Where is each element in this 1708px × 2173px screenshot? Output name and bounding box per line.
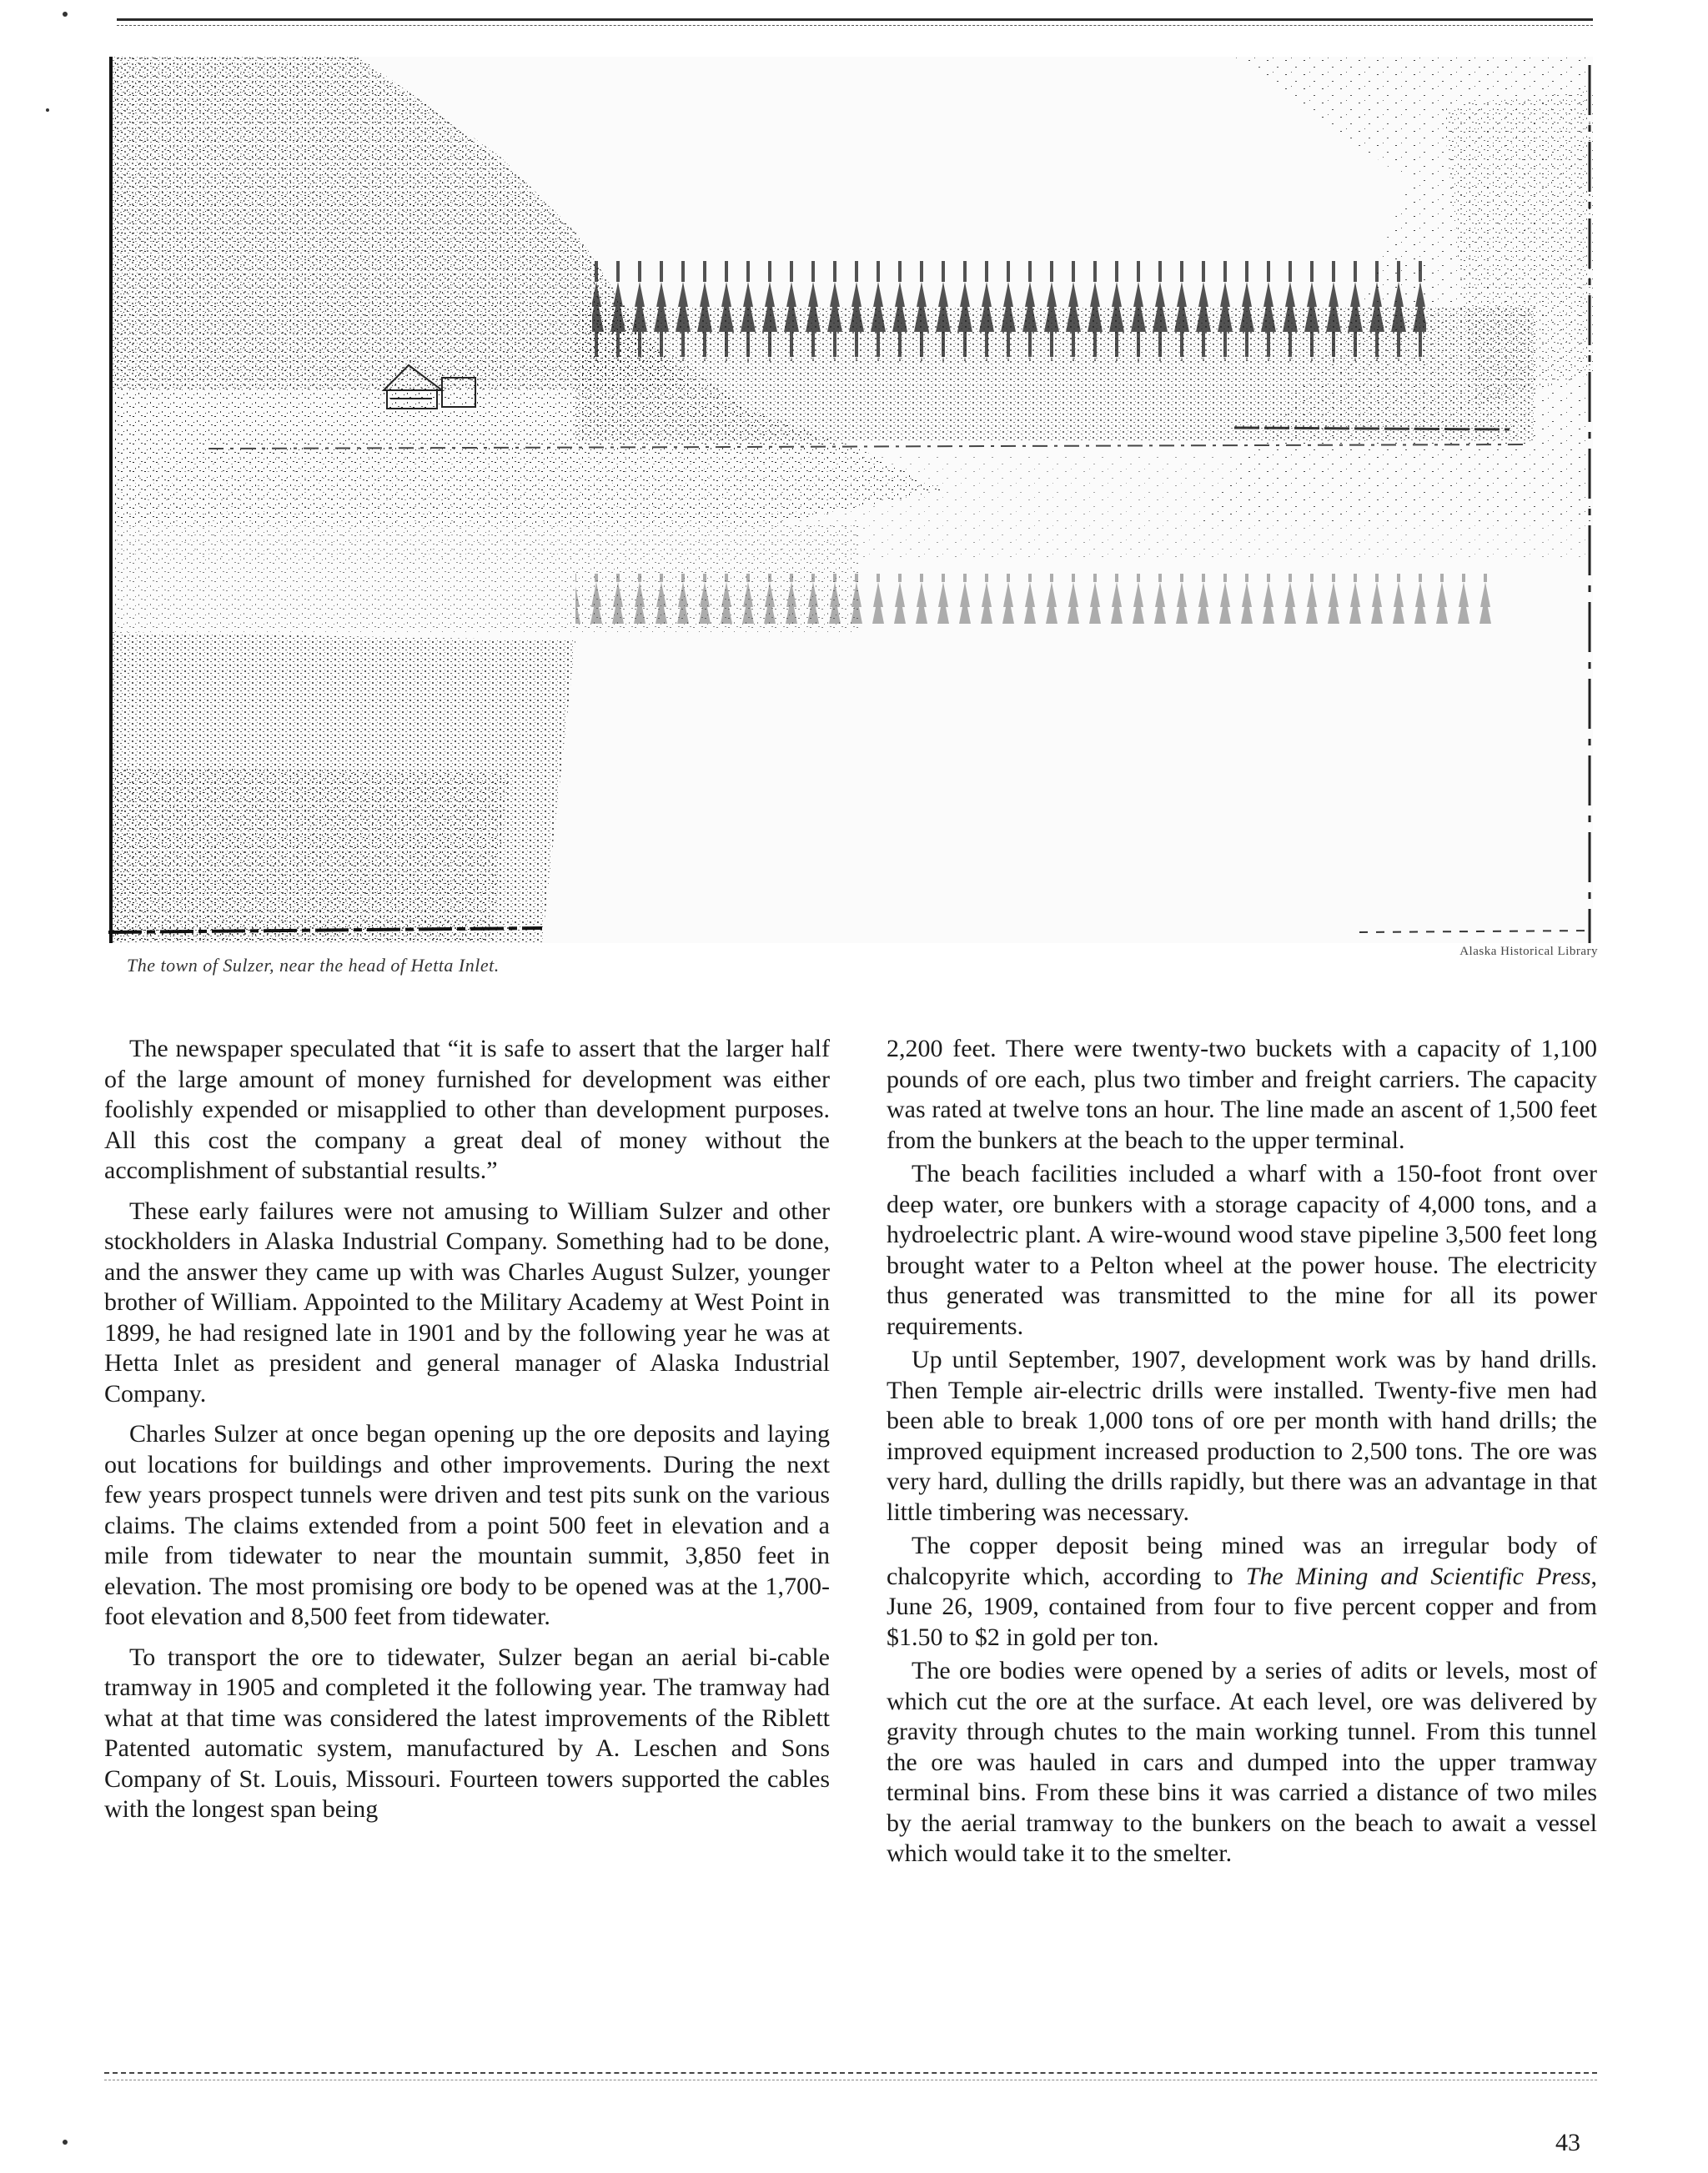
paragraph: The newspaper speculated that “it is safe to assert that the larger half of the large amount of money furnished for development was either foolishly expended or misapplied to other than development purposes. All this cost the company a great deal of money without the accomplishment of substantial results.” (104, 1035, 830, 1184)
paragraph: These early failures were not amusing to William Sulzer and other stockholders in Alaska Industrial Company. Something had to be done, and the answer they came up with was Charles August Sulzer, younger brother of William. Appointed to the Military Academy at West Point in 1899, he had resigned late in 1901 and by the following year he was at Hetta Inlet as president and general manager of Alaska Industrial Company. (104, 1197, 830, 1408)
paragraph: The beach facilities included a wharf with a 150-foot front over deep water, ore bunkers with a storage capacity of 4,000 tons, and a hydroelectric plant. A wire-wound wood stave pipeline 3,500 feet long brought water to a Pelton wheel at the power house. The electricity thus generated was transmitted to the mine for all its power requirements. (887, 1160, 1597, 1340)
paragraph (887, 1531, 1597, 1653)
margin-mark (63, 12, 68, 17)
top-rule (117, 18, 1593, 21)
right-column (887, 1034, 1597, 1873)
bottom-rule (104, 2072, 1597, 2074)
photo-caption: The town of Sulzer, near the head of Hetta Inlet. (127, 955, 500, 976)
left-column (104, 1034, 830, 1835)
paragraph: To transport the ore to tidewater, Sulzer began an aerial bi-cable tramway in 1905 and completed it the following year. The tramway had what at that time was considered the latest improvements of the Riblett Patented automatic system, manufactured by A. Leschen and Sons Company of St. Louis, Missouri. Fourteen towers supported the cables with the longest span being (104, 1643, 830, 1823)
photo-credit: Alaska Historical Library (1459, 945, 1598, 958)
page-number: 43 (1555, 2129, 1580, 2156)
margin-mark (63, 2140, 68, 2145)
photo-graphic (108, 57, 1593, 943)
paragraph: The ore bodies were opened by a series of adits or levels, most of which cut the ore at the surface. At each level, ore was delivered by gravity through chutes to the main working tunnel. From this tunnel the ore was hauled in cars and dumped into the upper tramway terminal bins. From these bins it was carried a distance of two miles by the aerial tramway to the bunkers on the beach to await a vessel which would take it to the smelter. (887, 1657, 1597, 1867)
landscape-photo (108, 57, 1593, 943)
margin-mark (46, 108, 49, 112)
paragraph-continued: 2,200 feet. There were twenty-two buckets with a capacity of 1,100 pounds of ore each, plus two timber and freight carriers. The capacity was rated at twelve tons an hour. The line made an ascent of 1,500 feet from the bunkers at the beach to the upper terminal. (887, 1035, 1597, 1154)
paragraph-text: , June 26, 1909, contained from four to five percent copper and from $1.50 to $2 in gold per ton. (887, 1562, 1597, 1651)
publication-title: The Mining and Scientific Press (1245, 1562, 1591, 1590)
paragraph-text: The copper deposit being mined was an irregular body of chalcopyrite which, according to (887, 1532, 1597, 1590)
paragraph: Up until September, 1907, development work was by hand drills. Then Temple air-electric drills were installed. Twenty-five men had been able to break 1,000 tons of ore per month with hand drills; the improved equipment increased production to 2,500 tons. The ore was very hard, dulling the drills rapidly, but there was an advantage in that little timbering was necessary. (887, 1346, 1597, 1526)
paragraph: Charles Sulzer at once began opening up the ore deposits and laying out locations for buildings and other improvements. During the next few years prospect tunnels were driven and test pits sunk on the various claims. The claims extended from a point 500 feet in elevation and a mile from tidewater to near the mountain summit, 3,850 feet in elevation. The most promising ore body to be opened was at the 1,700-foot elevation and 8,500 feet from tidewater. (104, 1420, 830, 1630)
top-rule-secondary (117, 25, 1593, 26)
